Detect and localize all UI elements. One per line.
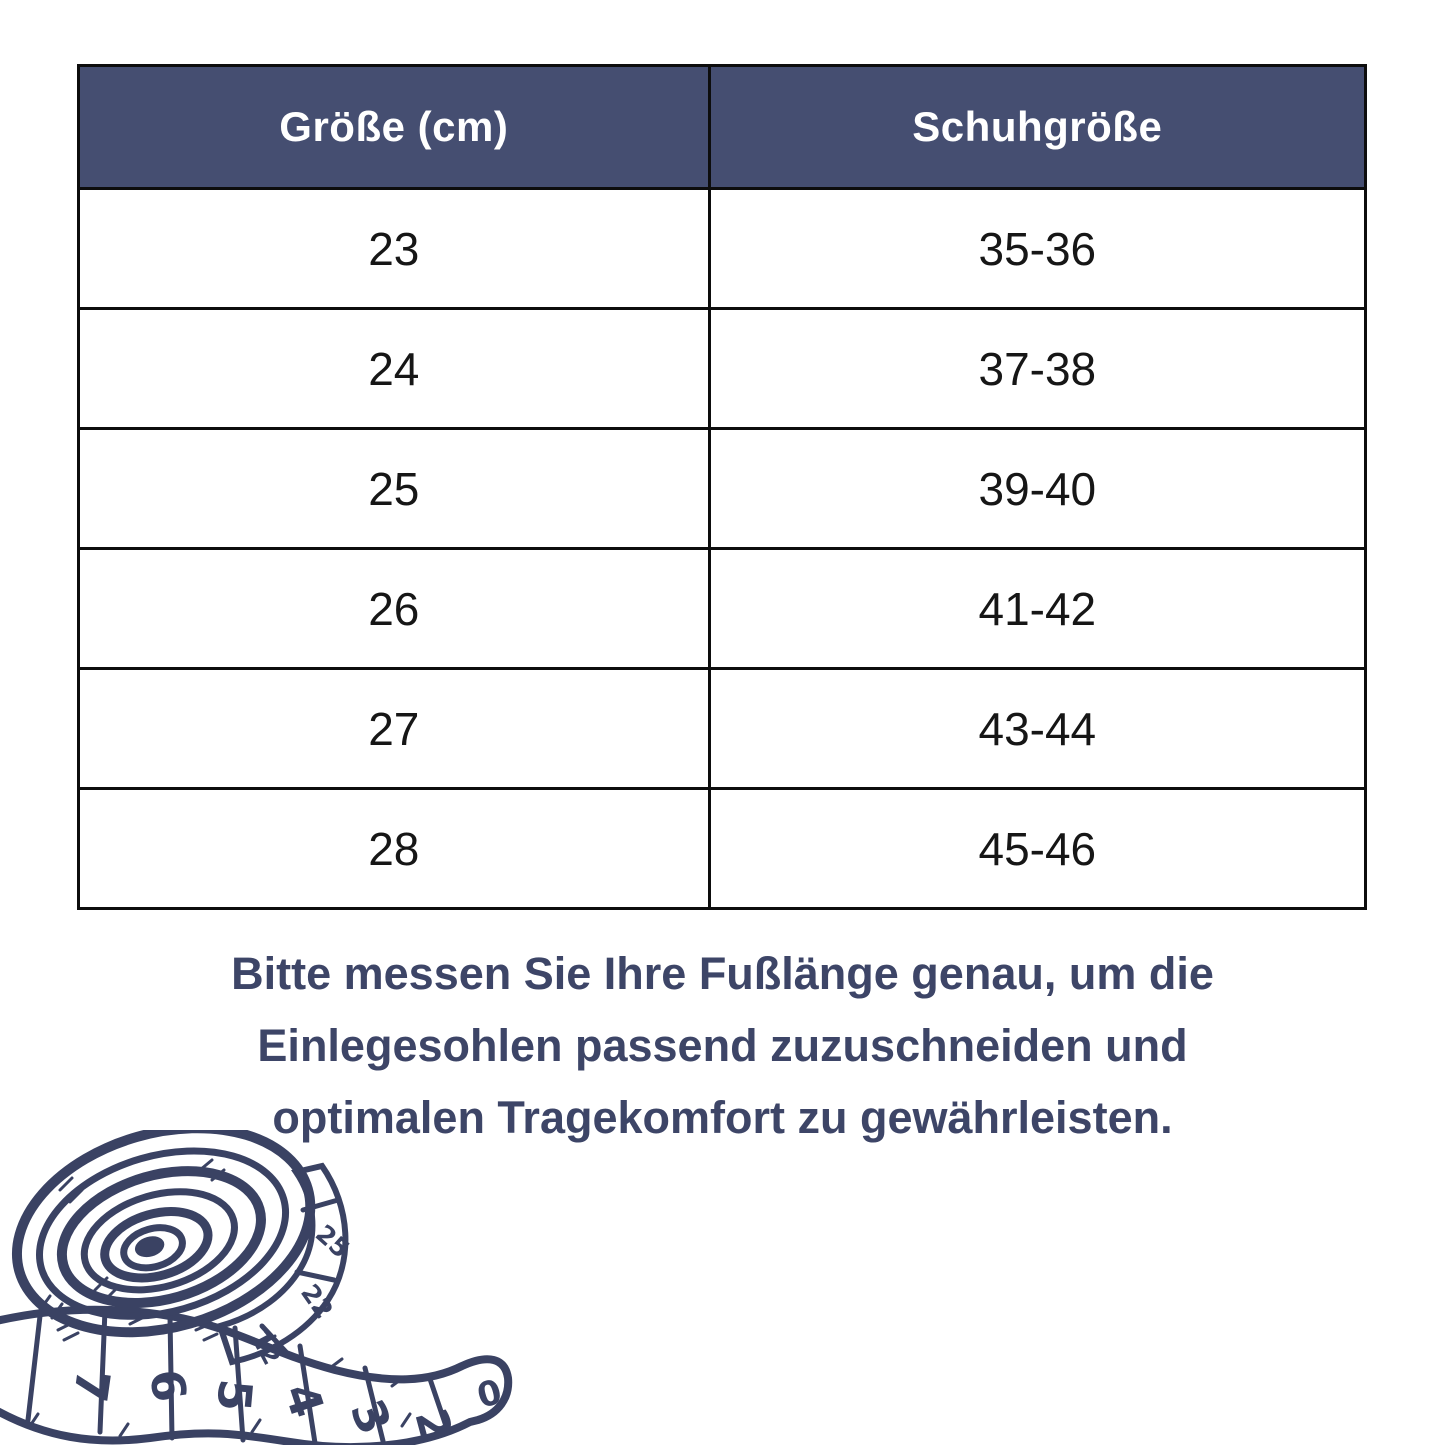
size-cm-cell: 24	[79, 309, 710, 429]
note-line: Einlegesohlen passend zuzuschneiden und	[257, 1020, 1188, 1071]
table-row	[79, 549, 1366, 669]
size-conversion-table	[77, 64, 1367, 910]
tape-number: 0	[472, 1371, 507, 1417]
coil-number: 25	[309, 1218, 356, 1264]
note-line: optimalen Tragekomfort zu gewährleisten.	[272, 1092, 1173, 1143]
measuring-tape-icon	[0, 1130, 555, 1445]
shoe-size-cell: 39-40	[709, 429, 1365, 549]
tape-number: 6	[139, 1366, 198, 1406]
tape-number: 3	[339, 1391, 402, 1442]
header-cell-schuhgroesse: Schuhgröße	[709, 66, 1365, 189]
tape-number: 2	[404, 1403, 462, 1445]
table-row	[79, 309, 1366, 429]
table-header-row	[79, 66, 1366, 189]
coil-number: 22	[295, 1278, 339, 1324]
tape-number: 7	[62, 1366, 121, 1406]
table-row	[79, 189, 1366, 309]
coil-number: 12	[244, 1325, 287, 1370]
size-cm-cell: 25	[79, 429, 710, 549]
size-cm-cell: 28	[79, 789, 710, 909]
table-row	[79, 669, 1366, 789]
note-line: Bitte messen Sie Ihre Fußlänge genau, um die	[231, 948, 1214, 999]
table-row	[79, 429, 1366, 549]
shoe-size-cell: 41-42	[709, 549, 1365, 669]
shoe-size-cell: 45-46	[709, 789, 1365, 909]
size-cm-cell: 27	[79, 669, 710, 789]
measurement-note	[0, 938, 1445, 1154]
header-cell-groesse-cm: Größe (cm)	[79, 66, 710, 189]
size-cm-cell: 23	[79, 189, 710, 309]
shoe-size-cell: 35-36	[709, 189, 1365, 309]
tape-number: 5	[206, 1377, 263, 1414]
shoe-size-cell: 43-44	[709, 669, 1365, 789]
measuring-tape-illustration	[0, 1130, 555, 1445]
table-row	[79, 789, 1366, 909]
size-cm-cell: 26	[79, 549, 710, 669]
shoe-size-cell: 37-38	[709, 309, 1365, 429]
tape-number: 4	[273, 1376, 335, 1424]
